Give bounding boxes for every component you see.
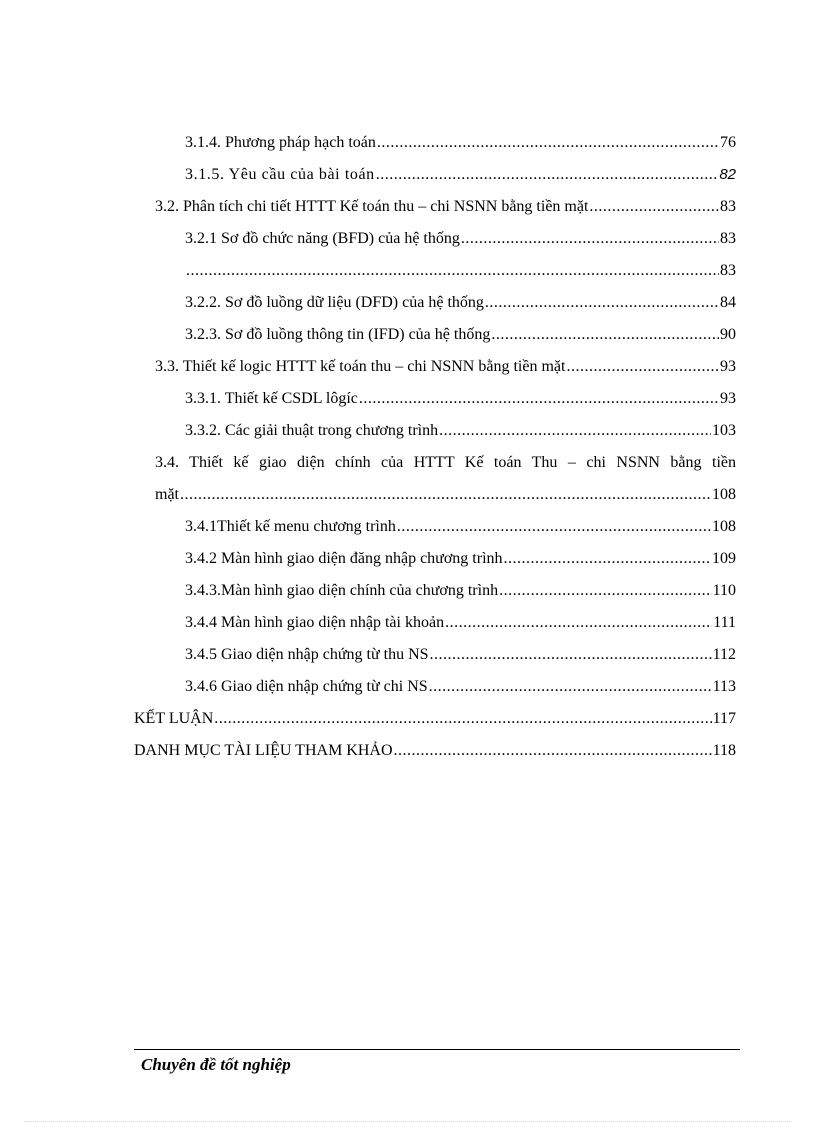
toc-page-number: 117 <box>712 710 736 727</box>
toc-dot-leader <box>377 127 719 159</box>
toc-page-number: 113 <box>712 678 736 695</box>
toc-entry-title: 3.2.1 Sơ đồ chức năng (BFD) của hệ thống <box>185 230 460 247</box>
toc-dot-leader <box>180 479 711 511</box>
toc-entry <box>0 383 816 415</box>
toc-page-number: 84 <box>720 294 736 311</box>
toc-page-number: 108 <box>712 486 736 503</box>
toc-entry-title: 3.2.3. Sơ đồ luồng thông tin (IFD) của hệ thống <box>185 326 491 343</box>
toc-entry-title: 3.4.3.Màn hình giao diện chính của chương trình <box>185 582 499 599</box>
page-edge-dots <box>24 1121 792 1122</box>
toc-page-number: 109 <box>712 550 736 567</box>
toc-dot-leader <box>504 543 711 575</box>
toc-dot-leader <box>445 607 712 639</box>
toc-entry <box>0 575 816 607</box>
toc-dot-leader <box>461 223 719 255</box>
toc-page-number: 90 <box>720 326 736 343</box>
toc-dot-leader <box>186 255 719 287</box>
toc-entry-title: 3.2. Phân tích chi tiết HTTT Kế toán thu – chi NSNN bằng tiền mặt <box>155 198 589 215</box>
toc-entry-title: 3.4.4 Màn hình giao diện nhập tài khoản <box>185 614 445 631</box>
toc-page-number: 76 <box>720 134 736 151</box>
toc-entry <box>0 671 816 703</box>
footer-divider <box>134 1049 740 1050</box>
toc-entry-title: 3.4.6 Giao diện nhập chứng từ chi NS <box>185 678 428 695</box>
toc-dot-leader <box>491 319 719 351</box>
toc-entry <box>0 447 816 511</box>
toc-dot-leader <box>359 383 719 415</box>
toc-page-number: 83 <box>720 262 736 279</box>
toc-entry <box>0 543 816 575</box>
toc-entry-title: KẾT LUẬN <box>134 710 214 727</box>
toc-dot-leader <box>439 415 711 447</box>
toc-page-number: 83 <box>720 230 736 247</box>
toc-page-number: 93 <box>720 390 736 407</box>
toc-entry-title: 3.3. Thiết kế logic HTTT kế toán thu – chi NSNN bằng tiền mặt <box>155 358 566 375</box>
toc-entry-title: 3.3.2. Các giải thuật trong chương trình <box>185 422 439 439</box>
toc-dot-leader <box>397 511 711 543</box>
toc-dot-leader <box>499 575 712 607</box>
toc-entry <box>0 223 816 255</box>
toc-entry-title: 3.3.1. Thiết kế CSDL lôgíc <box>185 390 358 407</box>
toc-entry <box>0 703 816 735</box>
toc-page-number: 112 <box>712 646 736 663</box>
toc-entry-title: 3.1.5. Yêu cầu của bài toán <box>185 166 375 183</box>
toc-dot-leader <box>485 287 719 319</box>
toc-page-number: 103 <box>712 422 736 439</box>
toc-entry <box>0 319 816 351</box>
toc-page-number: 93 <box>720 358 736 375</box>
table-of-contents <box>0 127 816 767</box>
toc-dot-leader <box>214 703 711 735</box>
toc-page-number: 83 <box>720 198 736 215</box>
toc-entry-title: 3.4.2 Màn hình giao diện đăng nhập chương trình <box>185 550 503 567</box>
toc-page-number: 108 <box>712 518 736 535</box>
toc-page-number: 118 <box>712 742 736 759</box>
toc-dot-leader <box>394 735 712 767</box>
toc-entry-title: 3.4. Thiết kế giao diện chính của HTTT Kế toán Thu – chi NSNN bằng tiền <box>155 454 736 471</box>
toc-dot-leader <box>589 191 719 223</box>
toc-dot-leader <box>376 159 719 191</box>
toc-entry <box>0 287 816 319</box>
toc-entry <box>0 607 816 639</box>
toc-entry <box>0 191 816 223</box>
toc-dot-leader <box>430 639 712 671</box>
toc-entry <box>0 351 816 383</box>
toc-page-number: 111 <box>713 614 736 631</box>
toc-dot-leader <box>566 351 719 383</box>
toc-entry <box>0 735 816 767</box>
toc-page-number: 110 <box>712 582 736 599</box>
toc-entry <box>0 255 816 287</box>
toc-entry <box>0 415 816 447</box>
toc-dot-leader <box>429 671 712 703</box>
toc-entry <box>0 639 816 671</box>
toc-page-number: 82 <box>719 166 736 183</box>
toc-entry-title: 3.1.4. Phương pháp hạch toán <box>185 134 376 151</box>
footer-caption: Chuyên đề tốt nghiệp <box>141 1055 291 1074</box>
toc-entry-title: 3.4.5 Giao diện nhập chứng từ thu NS <box>185 646 429 663</box>
toc-entry-title: 3.2.2. Sơ đồ luồng dữ liệu (DFD) của hệ thống <box>185 294 484 311</box>
toc-entry-title: DANH MỤC TÀI LIỆU THAM KHẢO <box>134 742 393 759</box>
toc-entry-title-continued: mặt <box>155 486 179 503</box>
toc-entry <box>0 511 816 543</box>
toc-entry-title: 3.4.1Thiết kế menu chương trình <box>185 518 396 535</box>
toc-entry <box>0 127 816 159</box>
toc-entry <box>0 159 816 191</box>
